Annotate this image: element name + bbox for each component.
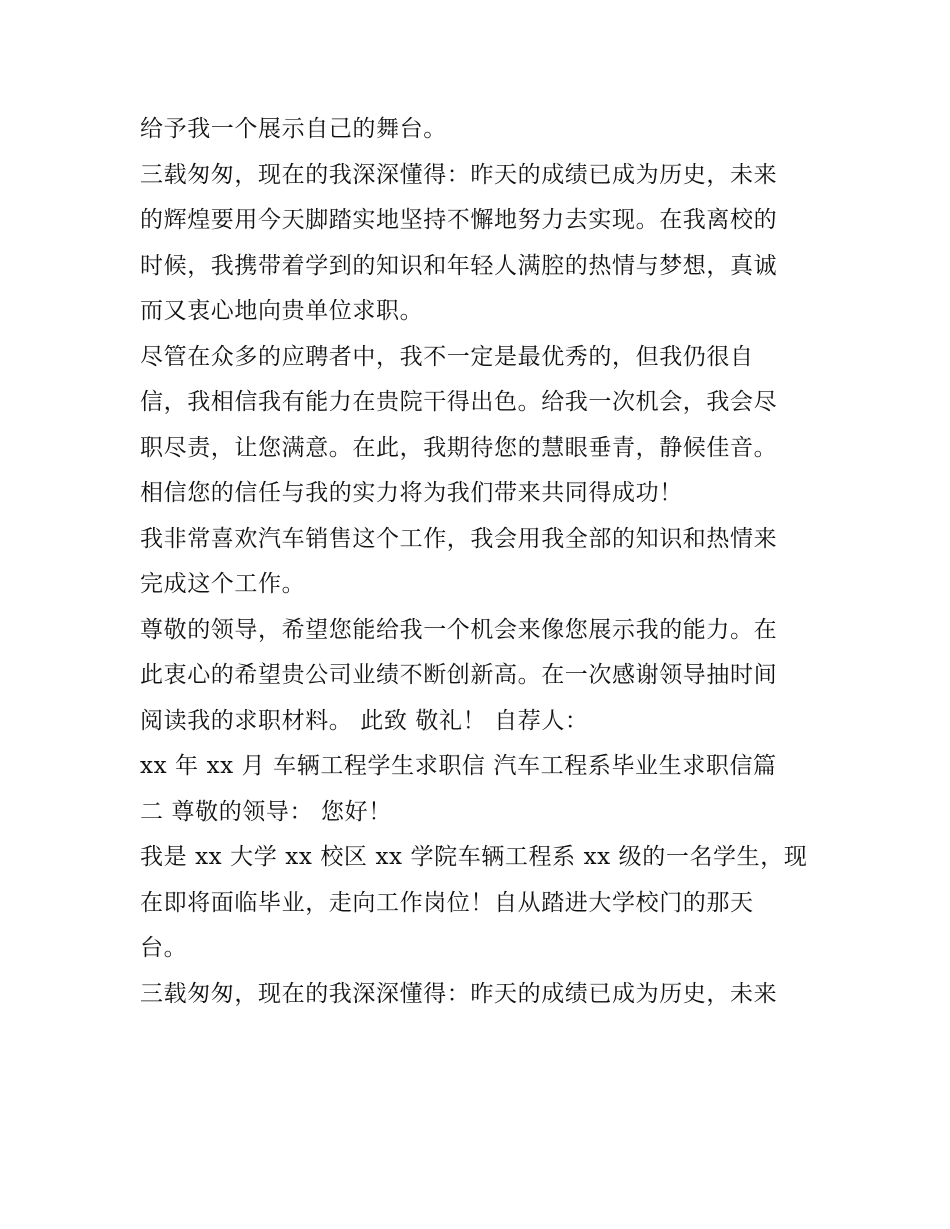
text-line: 时候，我携带着学到的知识和年轻人满腔的热情与梦想，真诚: [140, 252, 778, 279]
text-line: 三载匆匆，现在的我深深懂得：昨天的成绩已成为历史，未来: [140, 161, 778, 188]
text-line: 尊敬的领导，希望您能给我一个机会来像您展示我的能力。在: [140, 616, 778, 643]
text-line: 给予我一个展示自己的舞台。: [140, 116, 447, 142]
text-line: xx 年 xx 月 车辆工程学生求职信 汽车工程系毕业生求职信篇: [140, 753, 777, 779]
text-line: 在即将面临毕业，走向工作岗位！自从踏进大学校门的那天: [140, 889, 754, 916]
text-line: 职尽责，让您满意。在此，我期待您的慧眼垂青，静候佳音。: [140, 434, 778, 461]
text-line: 我是 xx 大学 xx 校区 xx 学院车辆工程系 xx 级的一名学生，现: [140, 844, 808, 870]
text-line: 完成这个工作。: [140, 571, 306, 597]
text-line: 的辉煌要用今天脚踏实地坚持不懈地努力去实现。在我离校的: [140, 207, 778, 233]
text-line: 台。: [140, 935, 188, 961]
text-line: 二 尊敬的领导： 您好！: [140, 798, 392, 825]
text-line: 而又衷心地向贵单位求职。: [140, 298, 424, 324]
text-line: 相信您的信任与我的实力将为我们带来共同得成功！: [140, 480, 683, 506]
text-line: 我非常喜欢汽车销售这个工作，我会用我全部的知识和热情来: [140, 525, 778, 552]
text-line: 信，我相信我有能力在贵院干得出色。给我一次机会，我会尽: [140, 389, 778, 415]
document-body: [140, 107, 820, 1017]
text-line: 尽管在众多的应聘者中，我不一定是最优秀的，但我仍很自: [140, 343, 754, 370]
text-line: 此衷心的希望贵公司业绩不断创新高。在一次感谢领导抽时间: [140, 662, 778, 688]
text-line: 三载匆匆，现在的我深深懂得：昨天的成绩已成为历史，未来: [140, 980, 778, 1007]
text-line: 阅读我的求职材料。 此致 敬礼！ 自荐人：: [140, 707, 589, 734]
